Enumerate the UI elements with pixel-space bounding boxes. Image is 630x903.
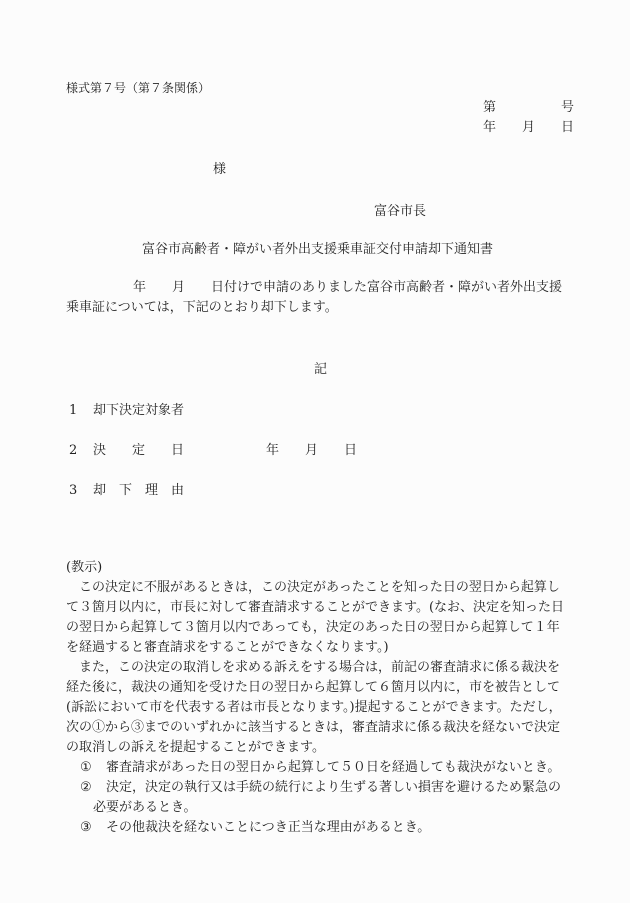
document-title: 富谷市高齢者・障がい者外出支援乗車証交付申請却下通知書 xyxy=(142,242,494,257)
body-line-1: 年 月 日付けで申請のありました富谷市高齢者・障がい者外出支援 xyxy=(133,280,563,295)
item-3-label: 却 下 理 由 xyxy=(93,483,185,498)
item-1-label: 却下決定対象者 xyxy=(93,403,185,418)
notice-line: を経過すると審査請求をすることができなくなります。) xyxy=(66,640,389,655)
condition-3-mark: ③ xyxy=(80,820,92,835)
notice-line: また，この決定の取消しを求める訴えをする場合は，前記の審査請求に係る裁決を xyxy=(66,660,561,675)
item-2-value: 年 月 日 xyxy=(266,443,358,458)
notice-line: の翌日から起算して３箇月以内であっても，決定のあった日の翌日から起算して１年 xyxy=(66,620,560,635)
body-line-2: 乗車証については，下記のとおり却下します。 xyxy=(66,300,338,315)
addressee-suffix: 様 xyxy=(213,162,227,177)
item-3-number: 3 xyxy=(69,483,78,498)
condition-2-mark: ② xyxy=(80,780,92,795)
notice-line: の取消しの訴えを提起することができます。 xyxy=(66,740,325,755)
item-1-number: 1 xyxy=(69,403,78,418)
notice-line: 経た後に，裁決の通知を受けた日の翌日から起算して６箇月以内に，市を被告として xyxy=(66,680,561,695)
condition-2-continuation: 必要があるとき。 xyxy=(93,800,197,815)
form-number: 様式第７号（第７条関係） xyxy=(66,81,211,95)
item-2-number: 2 xyxy=(69,443,78,458)
condition-2-text: 決定，決定の執行又は手続の続行により生ずる著しい損害を避けるため緊急の xyxy=(106,780,562,795)
condition-1-mark: ① xyxy=(80,760,92,775)
notice-heading: (教示) xyxy=(66,560,103,575)
sender-name: 富谷市長 xyxy=(374,204,427,219)
document-number-line: 第 号 xyxy=(483,100,575,115)
notice-line: て３箇月以内に，市長に対して審査請求することができます。(なお、決定を知った日 xyxy=(66,600,565,615)
ki-heading: 記 xyxy=(314,362,328,377)
issue-date-line: 年 月 日 xyxy=(483,120,575,135)
item-2-label: 決 定 日 xyxy=(93,443,185,458)
notice-line: (訴訟において市を代表する者は市長となります。)提起することができます。ただし， xyxy=(66,700,562,715)
notice-line: この決定に不服があるときは，この決定があったことを知った日の翌日から起算し xyxy=(66,580,560,595)
condition-1-text: 審査請求があった日の翌日から起算して５０日を経過しても裁決がないとき。 xyxy=(106,760,561,775)
notice-line: 次の①から③までのいずれかに該当するときは，審査請求に係る裁決を経ないで決定 xyxy=(66,720,561,735)
condition-3-text: その他裁決を経ないことにつき正当な理由があるとき。 xyxy=(106,820,431,835)
